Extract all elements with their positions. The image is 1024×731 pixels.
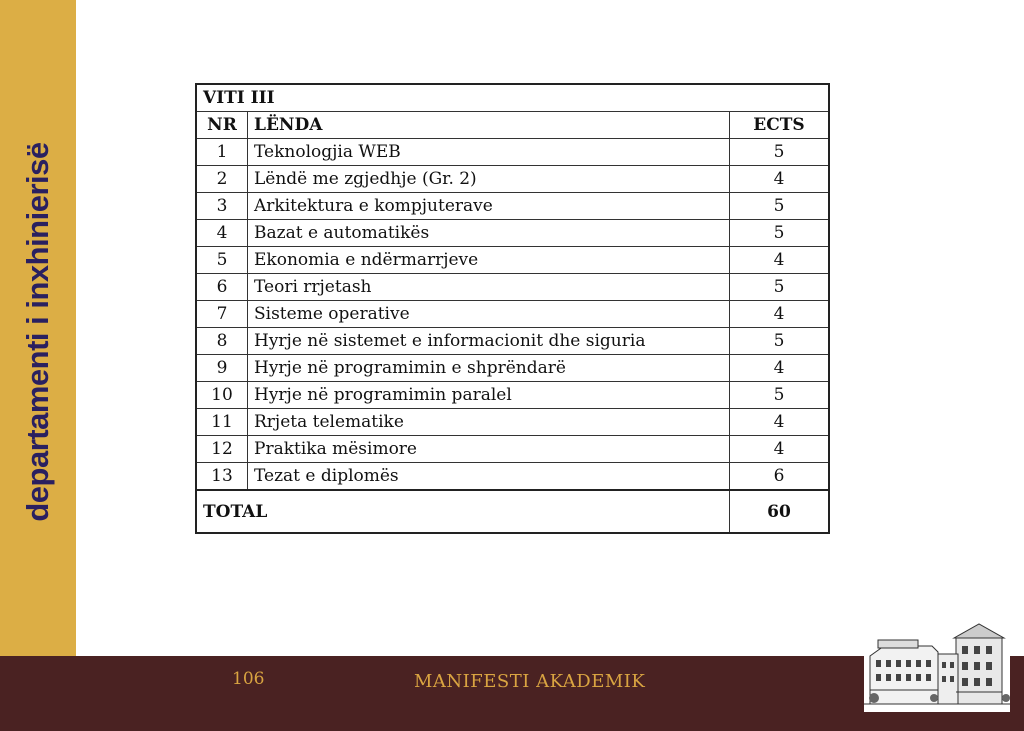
row-subject: Praktika mësimore xyxy=(248,436,730,463)
row-subject: Bazat e automatikës xyxy=(248,220,730,247)
row-nr: 8 xyxy=(196,328,248,355)
row-ects: 4 xyxy=(730,166,830,193)
year-row xyxy=(196,84,829,112)
header-subject: LËNDA xyxy=(248,112,730,139)
row-subject: Hyrje në sistemet e informacionit dhe siguria xyxy=(248,328,730,355)
row-ects: 5 xyxy=(730,139,830,166)
table-row xyxy=(196,382,829,409)
table-row xyxy=(196,409,829,436)
row-nr: 4 xyxy=(196,220,248,247)
row-subject: Lëndë me zgjedhje (Gr. 2) xyxy=(248,166,730,193)
row-ects: 5 xyxy=(730,220,830,247)
row-subject: Hyrje në programimin e shprëndarë xyxy=(248,355,730,382)
row-nr: 13 xyxy=(196,463,248,491)
row-ects: 4 xyxy=(730,355,830,382)
total-row xyxy=(196,490,829,533)
row-subject: Teori rrjetash xyxy=(248,274,730,301)
row-ects: 4 xyxy=(730,409,830,436)
year-label: VITI III xyxy=(196,84,829,112)
total-value: 60 xyxy=(730,490,830,533)
courses-table xyxy=(195,83,830,534)
course-rows xyxy=(196,139,829,491)
table-row xyxy=(196,193,829,220)
row-subject: Hyrje në programimin paralel xyxy=(248,382,730,409)
university-building-logo xyxy=(864,618,1010,712)
row-subject: Rrjeta telematike xyxy=(248,409,730,436)
row-ects: 4 xyxy=(730,301,830,328)
row-subject: Ekonomia e ndërmarrjeve xyxy=(248,247,730,274)
row-ects: 5 xyxy=(730,193,830,220)
table-row xyxy=(196,301,829,328)
total-label: TOTAL xyxy=(196,490,730,533)
header-row xyxy=(196,112,829,139)
header-nr: NR xyxy=(196,112,248,139)
row-subject: Arkitektura e kompjuterave xyxy=(248,193,730,220)
row-ects: 5 xyxy=(730,382,830,409)
sidebar-band xyxy=(0,0,76,656)
row-nr: 3 xyxy=(196,193,248,220)
row-ects: 4 xyxy=(730,436,830,463)
row-ects: 5 xyxy=(730,274,830,301)
row-subject: Sisteme operative xyxy=(248,301,730,328)
row-ects: 5 xyxy=(730,328,830,355)
table-row xyxy=(196,328,829,355)
table-row xyxy=(196,463,829,491)
header-ects: ECTS xyxy=(730,112,830,139)
row-nr: 1 xyxy=(196,139,248,166)
table-row xyxy=(196,220,829,247)
sidebar-title: departamenti i inxhinierisë xyxy=(20,142,55,522)
table-row xyxy=(196,247,829,274)
row-nr: 10 xyxy=(196,382,248,409)
row-subject: Teknologjia WEB xyxy=(248,139,730,166)
row-nr: 9 xyxy=(196,355,248,382)
table-row xyxy=(196,166,829,193)
row-nr: 7 xyxy=(196,301,248,328)
table-row xyxy=(196,355,829,382)
table-row xyxy=(196,436,829,463)
row-nr: 6 xyxy=(196,274,248,301)
row-nr: 5 xyxy=(196,247,248,274)
row-nr: 12 xyxy=(196,436,248,463)
table-row xyxy=(196,139,829,166)
table-row xyxy=(196,274,829,301)
footer-title: MANIFESTI AKADEMIK xyxy=(414,671,646,692)
page-number: 106 xyxy=(232,669,265,689)
row-nr: 11 xyxy=(196,409,248,436)
row-nr: 2 xyxy=(196,166,248,193)
row-ects: 4 xyxy=(730,247,830,274)
row-subject: Tezat e diplomës xyxy=(248,463,730,491)
row-ects: 6 xyxy=(730,463,830,491)
